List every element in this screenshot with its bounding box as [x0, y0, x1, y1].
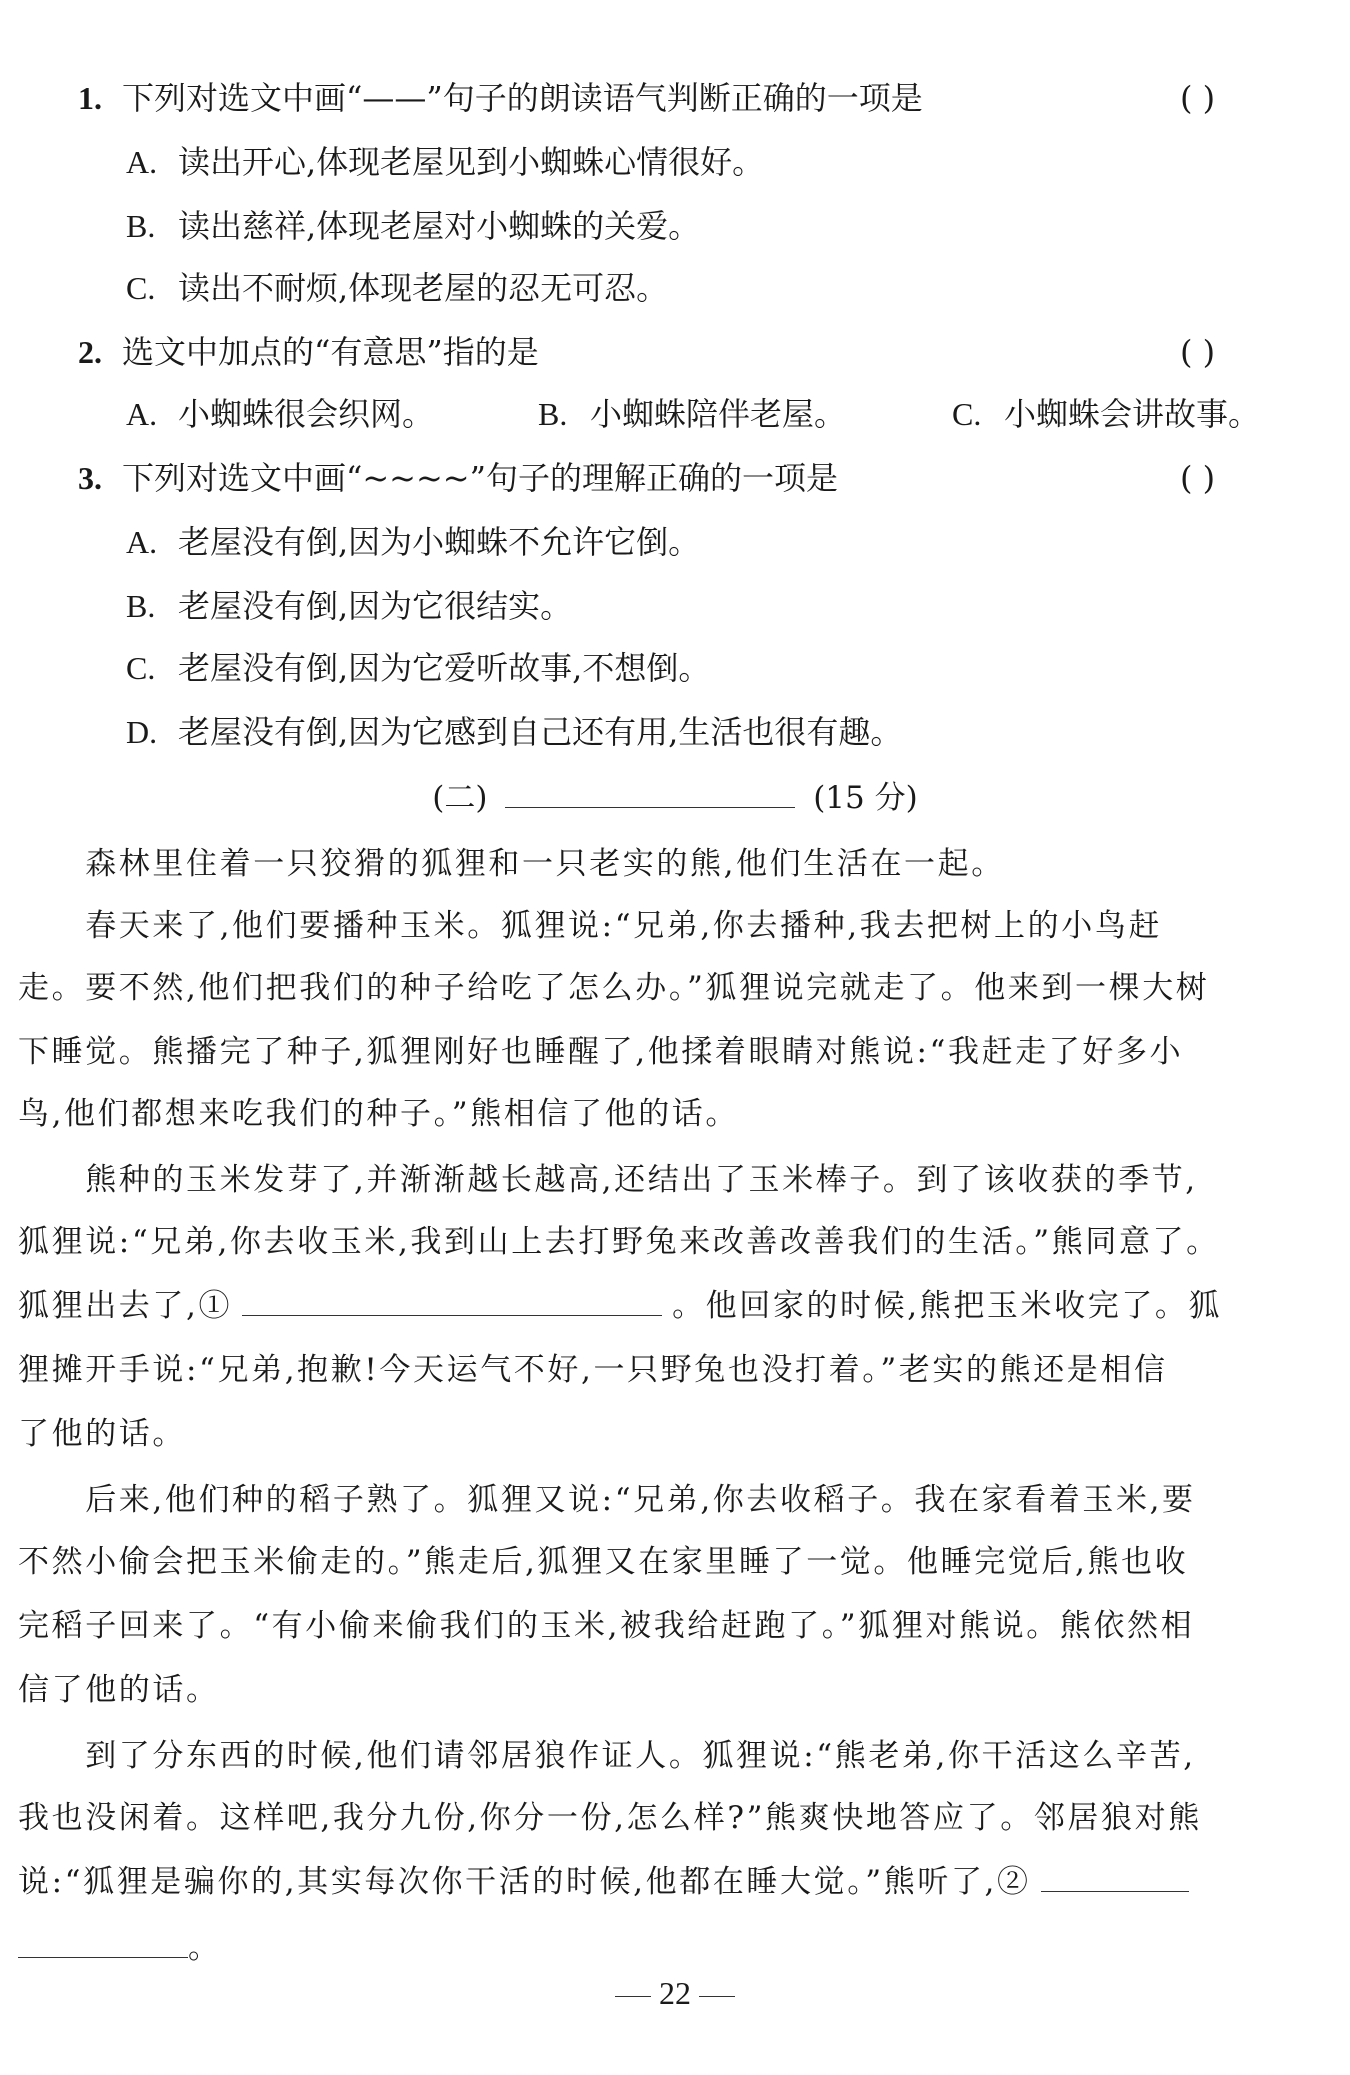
option-letter: C.	[952, 396, 982, 432]
story-line: 熊种的玉米发芽了,并渐渐越长越高,还结出了玉米棒子。到了该收获的季节,	[18, 1162, 1198, 1198]
option-text: 老屋没有倒,因为它爱听故事,不想倒。	[178, 649, 711, 687]
question-2	[78, 330, 539, 374]
story-line: 了他的话。	[18, 1416, 186, 1452]
section-score: (15 分)	[813, 780, 918, 816]
blank-2-end: 。	[188, 1930, 222, 1966]
answer-paren: ( )	[1180, 459, 1216, 497]
story-line: 春天来了,他们要播种玉米。狐狸说:“兄弟,你去播种,我去把树上的小鸟赶	[18, 908, 1163, 944]
question-number: 3.	[78, 460, 102, 496]
dash-left	[615, 1996, 651, 1997]
option-letter: D.	[126, 714, 158, 750]
blank-1-after: 。他回家的时候,熊把玉米收完了。狐	[672, 1288, 1223, 1324]
dash-right	[699, 1996, 735, 1997]
option-text: 老屋没有倒,因为小蜘蛛不允许它倒。	[178, 523, 701, 561]
option-text: 老屋没有倒,因为它很结实。	[178, 587, 573, 625]
option-d	[126, 710, 902, 754]
option-a	[126, 140, 764, 184]
answer-blank-2-cont[interactable]	[18, 1927, 188, 1958]
option-b	[538, 392, 846, 436]
question-text: 下列对选文中画“~~~~”句子的理解正确的一项是	[122, 459, 838, 497]
story-line-blank-2	[18, 1860, 1293, 1904]
option-c	[126, 266, 668, 310]
option-letter: B.	[126, 588, 156, 624]
option-letter: C.	[126, 650, 156, 686]
answer-blank-2[interactable]	[1041, 1861, 1189, 1892]
option-text: 读出慈祥,体现老屋对小蜘蛛的关爱。	[178, 207, 701, 245]
story-line: 森林里住着一只狡猾的狐狸和一只老实的熊,他们生活在一起。	[18, 846, 1005, 882]
story-line: 狐狸说:“兄弟,你去收玉米,我到山上去打野兔来改善改善我们的生活。”熊同意了。	[18, 1224, 1220, 1260]
option-b	[126, 204, 700, 248]
option-c	[952, 392, 1260, 436]
option-text: 小蜘蛛陪伴老屋。	[590, 395, 847, 433]
option-letter: A.	[126, 144, 158, 180]
option-c	[126, 646, 710, 690]
story-line: 不然小偷会把玉米偷走的。”熊走后,狐狸又在家里睡了一觉。他睡完觉后,熊也收	[18, 1544, 1189, 1580]
option-letter: A.	[126, 396, 158, 432]
answer-blank-1[interactable]	[242, 1285, 662, 1316]
answer-paren: ( )	[1180, 79, 1216, 117]
option-a	[126, 392, 434, 436]
blank-1-before: 狐狸出去了,①	[18, 1288, 233, 1324]
question-number: 2.	[78, 334, 102, 370]
story-line: 完稻子回来了。“有小偷来偷我们的玉米,被我给赶跑了。”狐狸对熊说。熊依然相	[18, 1608, 1195, 1644]
answer-paren: ( )	[1180, 333, 1216, 371]
option-a	[126, 520, 700, 564]
story-line-blank-1	[18, 1284, 1293, 1328]
page-number-text: 22	[659, 1975, 691, 2011]
option-letter: B.	[538, 396, 568, 432]
option-text: 读出不耐烦,体现老屋的忍无可忍。	[178, 269, 669, 307]
option-text: 老屋没有倒,因为它感到自己还有用,生活也很有趣。	[178, 713, 903, 751]
story-line: 走。要不然,他们把我们的种子给吃了怎么办。”狐狸说完就走了。他来到一棵大树	[18, 970, 1210, 1006]
story-line: 下睡觉。熊播完了种子,狐狸刚好也睡醒了,他揉着眼睛对熊说:“我赶走了好多小	[18, 1034, 1184, 1070]
question-3	[78, 456, 838, 500]
question-1	[78, 76, 923, 120]
section-label: (二)	[432, 780, 488, 816]
question-text: 选文中加点的“有意思”指的是	[122, 333, 539, 371]
option-letter: A.	[126, 524, 158, 560]
option-text: 读出开心,体现老屋见到小蜘蛛心情很好。	[178, 143, 765, 181]
story-line: 信了他的话。	[18, 1672, 220, 1708]
title-blank[interactable]	[505, 777, 795, 808]
question-number: 1.	[78, 80, 102, 116]
story-line-blank-2-cont	[18, 1926, 1293, 1970]
option-b	[126, 584, 572, 628]
page-number	[0, 1975, 1350, 2012]
option-letter: C.	[126, 270, 156, 306]
story-line: 狸摊开手说:“兄弟,抱歉!今天运气不好,一只野兔也没打着。”老实的熊还是相信	[18, 1352, 1168, 1388]
section-header	[0, 776, 1350, 820]
story-line: 我也没闲着。这样吧,我分九份,你分一份,怎么样?”熊爽快地答应了。邻居狼对熊	[18, 1800, 1202, 1836]
story-line: 到了分东西的时候,他们请邻居狼作证人。狐狸说:“熊老弟,你干活这么辛苦,	[18, 1738, 1196, 1774]
story-line: 后来,他们种的稻子熟了。狐狸又说:“兄弟,你去收稻子。我在家看着玉米,要	[18, 1482, 1196, 1518]
question-text: 下列对选文中画“——”句子的朗读语气判断正确的一项是	[122, 79, 923, 117]
story-line: 鸟,他们都想来吃我们的种子。”熊相信了他的话。	[18, 1096, 739, 1132]
option-text: 小蜘蛛很会织网。	[178, 395, 435, 433]
option-text: 小蜘蛛会讲故事。	[1004, 395, 1261, 433]
blank-2-before: 说:“狐狸是骗你的,其实每次你干活的时候,他都在睡大觉。”熊听了,②	[18, 1864, 1031, 1900]
option-letter: B.	[126, 208, 156, 244]
